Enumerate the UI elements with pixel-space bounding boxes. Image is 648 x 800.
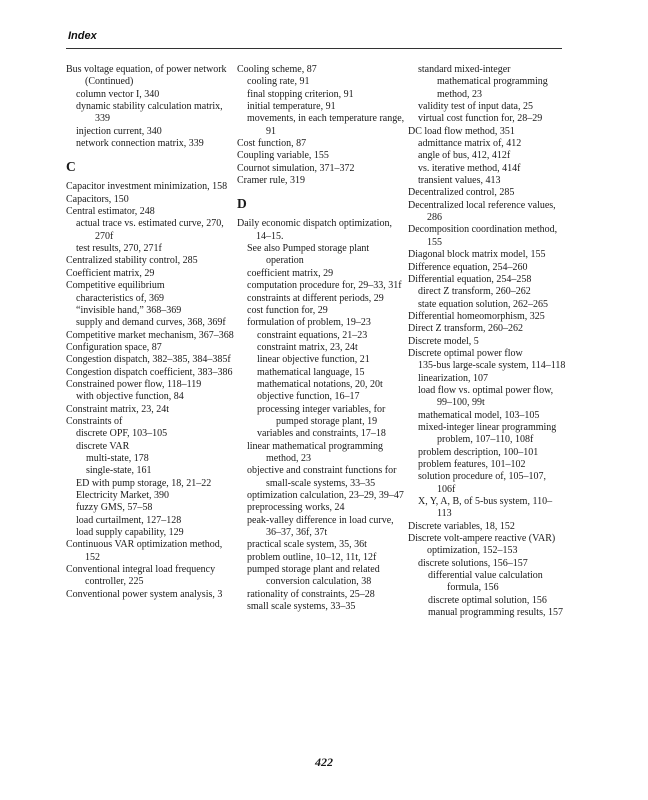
index-subentry: discrete solutions, 156–157 (418, 557, 528, 569)
index-subentry: linearization, 107 (418, 372, 488, 384)
index-subentry: variables and constraints, 17–18 (257, 428, 386, 440)
index-subentry: linear mathematical programming method, 23 (247, 440, 384, 464)
index-subentry: manual programming results, 157 (428, 607, 563, 619)
index-subentry: objective function, 16–17 (257, 391, 360, 403)
index-subentry: solution procedure of, 105–107, 106f (418, 471, 547, 495)
index-entry: Diagonal block matrix model, 155 (408, 249, 546, 261)
index-subentry: linear objective function, 21 (257, 354, 370, 366)
index-subentry: load curtailment, 127–128 (76, 514, 182, 526)
index-subentry: computation procedure for, 29–33, 31f (247, 280, 402, 292)
index-entry: Discrete optimal power flow (408, 347, 523, 359)
index-subentry: preprocessing works, 24 (247, 502, 345, 514)
index-subentry: differential value calculation formula, 156 (428, 570, 543, 594)
index-subentry: validity test of input data, 25 (418, 101, 533, 113)
index-entry: Difference equation, 254–260 (408, 261, 528, 273)
index-subentry: transient values, 413 (418, 175, 501, 187)
index-subentry: constraint matrix, 23, 24t (257, 341, 358, 353)
index-letter-heading: D (237, 196, 247, 212)
index-subentry: load supply capability, 129 (76, 527, 184, 539)
index-letter-heading: C (66, 159, 76, 175)
index-entry: Differential homeomorphism, 325 (408, 310, 545, 322)
index-subentry: “invisible hand,” 368–369 (76, 304, 182, 316)
index-subentry: supply and demand curves, 368, 369f (76, 317, 226, 329)
index-entry: Capacitors, 150 (66, 193, 129, 205)
index-subentry: test results, 270, 271f (76, 243, 162, 255)
index-column-2 (237, 64, 407, 613)
index-subentry: objective and constraint functions for small-scale systems, 33–35 (247, 465, 397, 489)
index-subentry: column vector I, 340 (76, 88, 160, 100)
index-subentry: direct Z transform, 260–262 (418, 286, 531, 298)
index-entry: Decentralized local reference values, 286 (408, 199, 556, 224)
index-column-3 (408, 64, 566, 619)
index-entry: Cramer rule, 319 (237, 175, 306, 187)
index-entry: Differential equation, 254–258 (408, 273, 532, 285)
index-subentry: angle of bus, 412, 412f (418, 150, 511, 162)
index-subentry: 135-bus large-scale system, 114–118 (418, 360, 566, 372)
index-subentry: ED with pump storage, 18, 21–22 (76, 477, 212, 489)
index-subentry: See also Pumped storage plant operation (247, 243, 370, 267)
index-subentry: final stopping criterion, 91 (247, 88, 354, 100)
index-subentry: state equation solution, 262–265 (418, 298, 548, 310)
index-subentry: rationality of constraints, 25–28 (247, 588, 375, 600)
index-subentry: mathematical language, 15 (257, 366, 365, 378)
index-subentry: pumped storage plant and related conversion calculation, 38 (247, 564, 380, 588)
index-subentry: discrete optimal solution, 156 (428, 594, 547, 606)
index-subentry: characteristics of, 369 (76, 292, 165, 304)
index-subentry: processing integer variables, for pumped storage plant, 19 (257, 403, 386, 427)
page-number: 422 (315, 755, 333, 769)
index-entry: Daily economic dispatch optimization, 14–15. (237, 218, 392, 242)
index-entry: Configuration space, 87 (66, 341, 162, 353)
index-subentry: mathematical model, 103–105 (418, 409, 540, 421)
index-subentry: load flow vs. optimal power flow, 99–100, 99t (418, 384, 554, 409)
index-subentry: dynamic stability calculation matrix, 339 (76, 101, 223, 125)
running-header: Index (68, 30, 97, 42)
index-entry: Direct Z transform, 260–262 (408, 323, 523, 335)
index-entry: Congestion dispatch coefficient, 383–386 (66, 366, 233, 378)
index-entry: Discrete variables, 18, 152 (408, 520, 515, 532)
index-subentry: mixed-integer linear programming problem, 107–110, 108f (418, 421, 557, 446)
index-subentry: movements, in each temperature range, 91 (247, 113, 405, 137)
index-subentry: X, Y, A, B, of 5-bus system, 110–113 (418, 496, 553, 520)
index-entry: Cooling scheme, 87 (237, 64, 317, 75)
index-entry: Cost function, 87 (237, 138, 307, 150)
index-entry: Discrete model, 5 (408, 335, 479, 347)
index-subentry: mathematical notations, 20, 20t (257, 378, 383, 390)
index-entry: Capacitor investment minimization, 158 (66, 181, 228, 193)
index-entry: Constraint matrix, 23, 24t (66, 403, 170, 415)
header-rule (66, 48, 562, 49)
index-subentry: network connection matrix, 339 (76, 138, 204, 150)
index-subentry: practical scale system, 35, 36t (247, 539, 367, 551)
index-subentry: cost function for, 29 (247, 304, 328, 316)
index-subentry: coefficient matrix, 29 (247, 267, 334, 279)
index-subentry: cooling rate, 91 (247, 76, 310, 88)
index-subentry: admittance matrix of, 412 (418, 138, 522, 150)
index-subentry: discrete VAR (76, 440, 130, 452)
index-subentry: discrete OPF, 103–105 (76, 428, 168, 440)
index-entry: Coefficient matrix, 29 (66, 267, 155, 279)
index-entry: Constraints of (66, 415, 123, 427)
index-subentry: formulation of problem, 19–23 (247, 317, 371, 329)
index-entry: Central estimator, 248 (66, 206, 155, 218)
index-subentry: small scale systems, 33–35 (247, 601, 356, 613)
index-subentry: peak-valley difference in load curve, 36–37, 36f, 37t (247, 514, 394, 539)
index-subentry: problem outline, 10–12, 11t, 12f (247, 551, 377, 563)
index-entry: Coupling variable, 155 (237, 150, 329, 162)
index-subentry: initial temperature, 91 (247, 101, 336, 113)
index-entry: Constrained power flow, 118–119 (66, 378, 202, 390)
index-subentry: single-state, 161 (86, 465, 152, 477)
index-subentry: constraints at different periods, 29 (247, 292, 384, 304)
index-entry: Continuous VAR optimization method, 152 (66, 539, 223, 563)
index-entry: DC load flow method, 351 (408, 125, 515, 137)
index-entry: Conventional power system analysis, 3 (66, 588, 223, 600)
index-subentry: constraint equations, 21–23 (257, 329, 368, 341)
index-subentry: Electricity Market, 390 (76, 490, 170, 501)
index-entry: Centralized stability control, 285 (66, 255, 198, 267)
index-entry: Competitive market mechanism, 367–368 (66, 329, 234, 341)
index-entry: Decentralized control, 285 (408, 187, 515, 199)
index-entry: Bus voltage equation, of power network (Continued) (66, 64, 227, 88)
index-subentry: optimization calculation, 23–29, 39–47 (247, 490, 404, 501)
index-entry: Decomposition coordination method, 155 (408, 224, 558, 248)
index-subentry: multi-state, 178 (86, 452, 149, 464)
index-entry: Competitive equilibrium (66, 280, 165, 292)
index-subentry: fuzzy GMS, 57–58 (76, 502, 153, 514)
index-subentry: standard mixed-integer mathematical programming method, 23 (418, 64, 548, 100)
index-entry: Discrete volt-ampere reactive (VAR) optimization, 152–153 (408, 533, 556, 557)
index-entry: Cournot simulation, 371–372 (237, 162, 355, 174)
index-subentry: problem features, 101–102 (418, 459, 526, 470)
index-column-1 (66, 64, 234, 601)
index-entry: Congestion dispatch, 382–385, 384–385f (66, 354, 231, 366)
index-subentry: actual trace vs. estimated curve, 270, 270f (76, 218, 224, 242)
index-subentry: vs. iterative method, 414f (418, 162, 521, 174)
index-entry: Conventional integral load frequency controller, 225 (66, 564, 216, 588)
index-subentry: problem description, 100–101 (418, 446, 539, 458)
index-subentry: with objective function, 84 (76, 391, 184, 403)
index-subentry: injection current, 340 (76, 125, 162, 137)
index-subentry: virtual cost function for, 28–29 (418, 113, 543, 125)
